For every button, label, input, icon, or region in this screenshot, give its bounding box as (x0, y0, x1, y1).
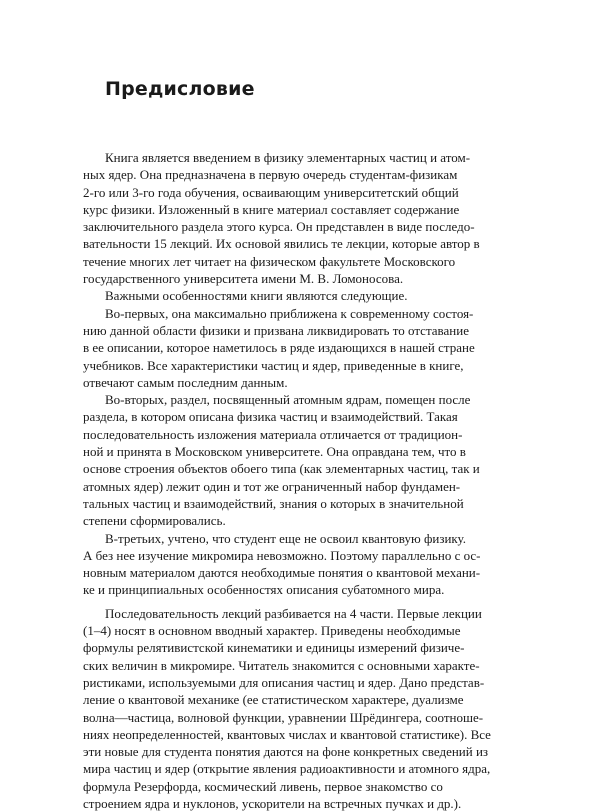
text-line: раздела, в котором описана физика частиц и взаимодействий. Такая (83, 409, 458, 425)
text-line: формула Резерфорда, космический ливень, первое знакомство со (83, 778, 443, 794)
text-line: ниях неопределенностей, квантовых числах и квантовой статистике). Все (83, 726, 491, 742)
preface-body (83, 149, 496, 812)
text-line: учебников. Все характеристики частиц и ядер, приведенные в книге, (83, 357, 464, 373)
text-line: 2-го или 3-го года обучения, осваивающим университетский общий (83, 184, 459, 200)
text-line: (1–4) носят в основном вводный характер. Приведены необходимые (83, 623, 461, 639)
text-line: ке и принципиальных особенностях описания субатомного мира. (83, 582, 445, 598)
text-line: Во-вторых, раздел, посвященный атомным ядрам, помещен после (105, 392, 471, 408)
text-line: Важными особенностями книги являются следующие. (105, 288, 408, 304)
text-line: новным материалом даются необходимые понятия о квантовой механи- (83, 565, 481, 581)
text-line: ных ядер. Она предназначена в первую очередь студентам-физикам (83, 167, 458, 183)
text-line: ление о квантовой механике (ее статистическом характере, дуализме (83, 692, 464, 708)
text-line: заключительного раздела этого курса. Он представлен в виде последо- (83, 219, 475, 235)
text-line: основе строения объектов обоего типа (как элементарных частиц, так и (83, 461, 480, 477)
text-line: формулы релятивистской кинематики и единицы измерений физиче- (83, 640, 465, 656)
text-line: мира частиц и ядер (открытие явления радиоактивности и атомного ядра, (83, 761, 491, 777)
page-title: Предисловие (105, 78, 255, 100)
text-line: курс физики. Изложенный в книге материал составляет содержание (83, 201, 460, 217)
text-line: атомных ядер) лежит один и тот же ограниченный набор фундамен- (83, 478, 461, 494)
text-line: ристиками, используемыми для описания частиц и ядер. Дано представ- (83, 674, 485, 690)
text-line: Во-первых, она максимально приближена к современному состоя- (105, 305, 474, 321)
text-line: эти новые для студента понятия даются на фоне конкретных сведений из (83, 744, 489, 760)
text-line: нию данной области физики и призвана ликвидировать то отставание (83, 322, 469, 338)
text-line: А без нее изучение микромира невозможно. Поэтому параллельно с ос- (83, 547, 481, 563)
text-line: Последовательность лекций разбивается на 4 части. Первые лекции (105, 605, 482, 621)
text-line: Книга является введением в физику элементарных частиц и атом- (105, 150, 471, 165)
text-line: строением ядра и нуклонов, ускорители на встречных пучках и др.). (83, 795, 462, 811)
text-line: тальных частиц и взаимодействий, знания о которых в значительной (83, 495, 464, 511)
text-line: течение многих лет читает на физическом факультете Московского (83, 253, 456, 269)
text-line: В-третьих, учтено, что студент еще не освоил квантовую физику. (105, 530, 466, 546)
text-line: вательности 15 лекций. Их основой явились те лекции, которые автор в (83, 236, 480, 252)
text-line: последовательность изложения материала отличается от традицион- (83, 426, 463, 442)
text-line: в ее описании, которое наметилось в ряде издающихся в нашей стране (83, 340, 475, 356)
text-line: волна—частица, волновой функции, уравнении Шрёдингера, соотноше- (83, 709, 484, 725)
text-line: ских величин в микромире. Читатель знакомится с основными характе- (83, 657, 480, 673)
text-line: ной и принята в Московском университете. Она оправдана тем, что в (83, 444, 466, 460)
text-line: степени сформировались. (83, 513, 226, 529)
text-line: государственного университета имени М. В. Ломоносова. (83, 271, 404, 287)
text-line: отвечают самым последним данным. (83, 374, 288, 390)
